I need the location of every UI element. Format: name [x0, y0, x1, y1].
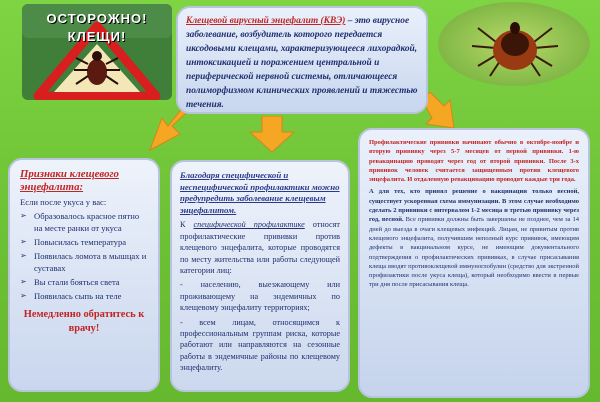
see-doctor-callout: Немедленно обратитесь к врачу! [23, 309, 145, 334]
vaccination-accelerated-bold: А для тех, кто принял решение о вакцинации только весной, существует ускоренная схема иммунизации. В этом случае необходимо сделать 2 прививки с интервалом 1-2 месяца и третью прививку через год, весной. [369, 188, 579, 224]
symptom-item: ➢ Появилась ломота в мышцах и суставах [20, 250, 148, 274]
vaccination-accelerated [369, 187, 579, 289]
definition-term: Клещевой вирусный энцефалит (КВЭ) [186, 16, 346, 26]
vaccination-schedule: Профилактические прививки начинают обычно в октябре-ноябре и вторую прививку через 5-7 месяцев от первой прививки. 1-ю ревакцинацию проводят через год от второй прививки. После 3-х прививок человек считается защищенным против клещевого энцефалита. И отдаленную ревакцинацию проводят каждые три года. [369, 139, 579, 184]
vaccination-accelerated-rest: Все прививки должны быть завершены не позднее, чем за 14 дней до выезда в очаги клещевых инфекций. Лицам, не привитым против клещевого энцефалита, получившим неполный курс прививок, имеющим дефекты в вакцинальном курсе, не имеющим документального подтверждения о профилактических прививках, в случае присасывания клеща вводят противоклещевой иммуноглобулин (средство для экстренной профилактики после укуса клеща), который необходимо ввести в первые три дня после присасывания клеща. [369, 216, 579, 289]
prevention-box [170, 160, 350, 392]
definition-text: – это вирусное заболевание, возбудитель которого передается иксодовыми клещами, характеризующееся лихорадкой, интоксикацией и поражением центральной и периферической нервной системы, отличающееся полиморфизмом клинических проявлений и тяжестью течения. [186, 16, 418, 110]
symptom-item: ➢ Образовалось красное пятно на месте ранки от укуса [20, 210, 148, 234]
symptom-item: ➢ Вы стали бояться света [20, 276, 148, 288]
symptoms-intro: Если после укуса у вас: [20, 197, 107, 207]
vaccination-box [358, 128, 590, 398]
badge-title-line-1: ОСТОРОЖНО! [46, 11, 148, 26]
prevention-emphasis: специфической профилактике [193, 220, 305, 230]
symptoms-list [20, 210, 148, 302]
prevention-heading: Благодаря специфической и неспецифической профилактики можно предупредить заболевание клещевым энцефалитом. [180, 170, 340, 215]
definition-box [176, 6, 428, 114]
prevention-prefix: К [180, 220, 194, 230]
symptoms-heading: Признаки клещевого энцефалита: [20, 168, 119, 193]
warning-badge [22, 4, 172, 100]
prevention-rest: относят профилактические прививки против клещевого энцефалита, которые проводятся по месту жительства или работы следующей категории лиц: [180, 220, 340, 275]
symptom-item: ➢ Повысилась температура [20, 236, 148, 248]
badge-title-line-2: КЛЕЩИ! [67, 29, 127, 44]
symptom-item: ➢ Появилась сыпь на теле [20, 290, 148, 302]
tick-photo [438, 2, 590, 86]
tick-icon [438, 2, 590, 86]
prevention-item: - всем лицам, относящимся к профессиональным группам риска, которые работают или направляются на сезонные работы в эндемичные районы по клещевому энцефалиту. [180, 317, 340, 373]
badge-title [22, 10, 172, 46]
arrow-down-icon [248, 116, 296, 154]
prevention-paragraph [180, 219, 340, 276]
symptoms-box [8, 158, 160, 392]
prevention-item: - населению, выезжающему или проживающему на эндемичных по клещевому энцефалиту территориях; [180, 280, 340, 313]
